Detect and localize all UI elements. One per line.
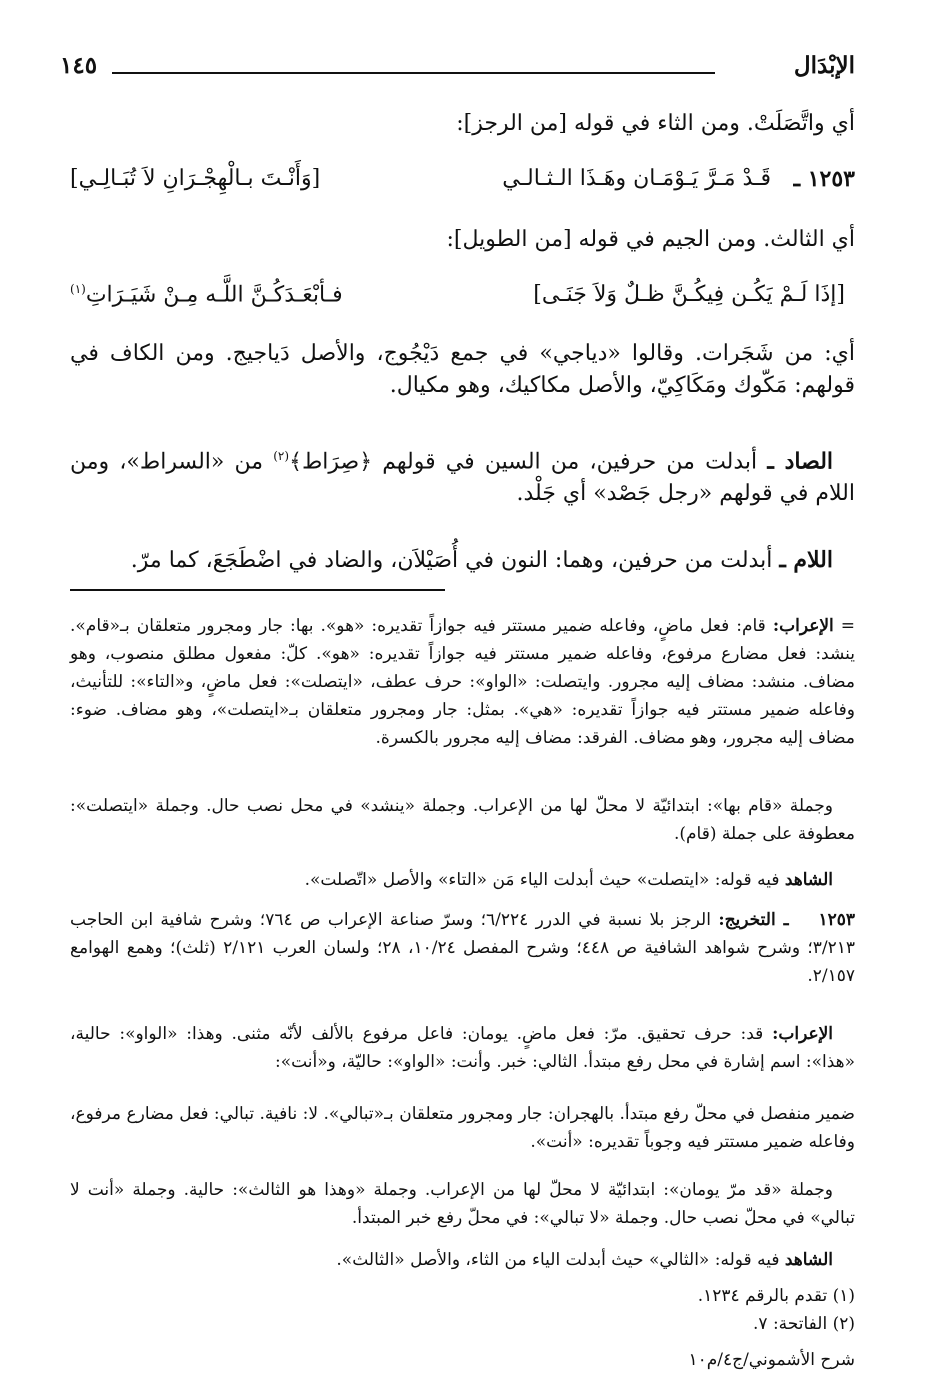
paragraph-thalith (70, 224, 855, 256)
footnote-ref-1: (١) (70, 282, 86, 296)
verse-hemistich-1: [إذَا لَـمْ يَكُـن فِيكُـنَّ ظـلٌ وَلاَ جَنَـى] (533, 282, 845, 307)
shahid-label: الشاهد (784, 1250, 833, 1270)
paragraph-sad (70, 440, 855, 510)
footnote-text: الرجز بلا نسبة في الدرر ٦/٢٢٤؛ وسرّ صناعة الإعراب ص ٧٦٤؛ وشرح شافية ابن الحاجب ٣/٢١٣؛ وشرح شواهد الشافية ص ٤٤٨؛ وشرح المفصل ١٠/٢٤، ٢٨؛ ولسان العرب ٢/١٢١ (ثلث)؛ وهمع الهوامع ٢/١٥٧. (70, 910, 856, 986)
footnote-irab-prev (70, 612, 855, 752)
paragraph-text: أبدلت من حرفين، من السين في قولهم ﴿صِرَاط﴾ (289, 449, 758, 475)
footnote-text: ضمير منفصل في محلّ رفع مبتدأ. بالهجران: جار ومجرور متعلقان بـ«تبالي». لا: نافية. تبالي: فعل مضارع مرفوع، وفاعله ضمير مستتر فيه وجوباً تقديره: «أنت». (70, 1104, 855, 1152)
verse-hemistich-1: قَـدْ مَـرَّ يَـوْمَـان وهَـذَا الـثـالـي (502, 166, 771, 191)
verse-hemistich-2: [وَأَنْـتَ بـالْهِجْـرَانِ لاَ تُبَـالِـي] (70, 166, 321, 191)
source-signature: شرح الأشموني/ج٤/م١٠ (688, 1350, 855, 1370)
paragraph-text: أي الثالث. ومن الجيم في قوله [من الطويل]: (446, 227, 855, 252)
footnote-1: (١) تقدم بالرقم ١٢٣٤. (697, 1286, 855, 1306)
footnote-text: قد: حرف تحقيق. مرّ: فعل ماضٍ. يومان: فاعل مرفوع بالألف لأنّه مثنى. وهذا: «الواو»: حالية، «هذا»: اسم إشارة في محل رفع مبتدأ. الثالي: خبر. وأنت: «الواو»: حاليّة، و«أنت»: (70, 1024, 855, 1072)
verse-text: فـأبْعَـدَكُـنَّ اللَّـه مِـنْ شَيَـرَاتِ (85, 282, 343, 308)
footnote-text: فيه قوله: «ايتصلت» حيث أبدلت الياء مَن «التاء» والأصل «اتّصلت». (304, 870, 780, 890)
irab-label: الإعراب: (772, 1024, 834, 1044)
verse-number: ١٢٥٣ ـ (793, 166, 855, 192)
footnote-jumla-prev (70, 792, 855, 848)
verse-hemistich-2 (70, 282, 343, 307)
irab-label: الإعراب: (772, 616, 834, 636)
footnote-ref-2: (٢) (273, 449, 290, 463)
footnote-text: قام: فعل ماضٍ، وفاعله ضمير مستتر فيه جوازاً تقديره: «هو». بها: جار ومجرور متعلقان بـ«قام». ينشد: فعل مضارع مرفوع، وفاعله ضمير مستتر فيه جوازاً تقديره: «هو». كلّ: مفعول مطلق منصوب، وهو مضاف. منشد: مضاف إليه مجرور. وايتصلت: «الواو»: حرف عطف، «ايتصلت»: فعل ماضٍ، و«التاء»: للتأنيث، وفاعله ضمير مستتر فيه جوازاً تقديره: «هي». بمثل: جار ومجرور متعلقان بـ«ايتصلت»، وهو مضاف. ضوء: مضاف إليه مجرور، وهو مضاف. الفرقد: مضاف إليه مجرور بالكسرة. (70, 616, 855, 748)
running-header (60, 44, 855, 84)
shahid-label: الشاهد (784, 870, 833, 890)
paragraph-lam (70, 544, 855, 577)
section-label-sad: الصاد ـ (767, 448, 834, 475)
footnote-irab-1253 (70, 1020, 855, 1076)
header-rule (112, 72, 715, 74)
footnote-text: فيه قوله: «الثالي» حيث أبدلت الياء من الثاء، والأصل «الثالث». (336, 1250, 780, 1270)
paragraph-text: من «السراط»، ومن اللام في قولهم «رجل جَصْد» أي جَلْد. (70, 449, 855, 507)
footnote-shahid-1253 (70, 1246, 855, 1274)
footnote-text: وجملة «قد مرّ يومان»: ابتدائيّة لا محلّ لها من الإعراب. وجملة «وهذا هو الثالث»: حالية. وجملة «أنت لا تبالي» في محلّ نصب حال. وجملة «لا تبالي»: في محلّ رفع خبر المبتدأ. (70, 1180, 855, 1228)
paragraph-text: أبدلت من حرفين، وهما: النون في أُصَيْلاَن، والضاد في اضْطَجَعَ، كما مرّ. (130, 548, 773, 573)
continuation-mark: = (840, 616, 856, 636)
footnote-text: وجملة «قام بها»: ابتدائيّة لا محلّ لها من الإعراب. وجملة «ينشد» في محل نصب حال. وجملة «ايتصلت»: معطوفة على جملة (قام). (70, 796, 855, 844)
page-number: ١٤٥ (60, 52, 98, 79)
footnote-takhrij-1253 (70, 906, 855, 990)
paragraph-text: أي واتَّصَلَتْ. ومن الثاء في قوله [من الرجز]: (456, 111, 855, 136)
takhrij-label: ١٢٥٣ ـ التخريج: (718, 910, 855, 930)
paragraph-intro (70, 108, 855, 140)
footnote-shahid-prev (70, 866, 855, 894)
footnote-jumla-1253 (70, 1176, 855, 1232)
paragraph-text: أي: من شَجَرات. وقالوا «دياجي» في جمع دَيْجُوج، والأصل دَياجيج. ومن الكاف في قولهم: مَكّوك ومَكَاكِيّ، والأصل مكاكيك، وهو مكيال. (70, 341, 855, 398)
footnote-irab-1253-cont (70, 1100, 855, 1156)
footnote-2: (٢) الفاتحة: ٧. (753, 1314, 855, 1334)
verse-tawil (70, 282, 855, 322)
paragraph-shajarat (70, 338, 855, 402)
footnote-separator (70, 589, 445, 591)
section-label-lam: اللام ـ (779, 547, 833, 573)
chapter-title: الإبْدَال (793, 52, 855, 79)
verse-1253 (70, 166, 855, 206)
